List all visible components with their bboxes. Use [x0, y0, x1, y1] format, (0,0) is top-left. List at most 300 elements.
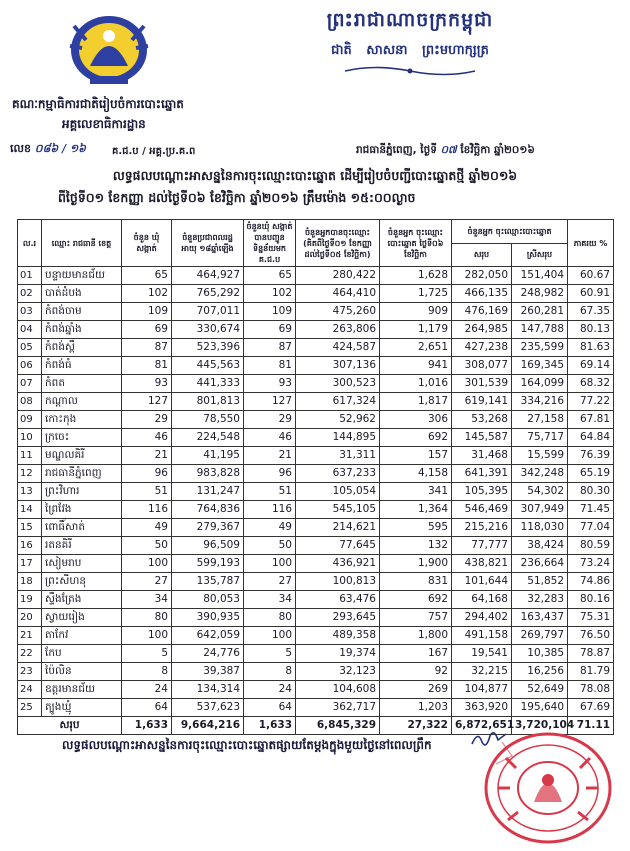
cell-no: 25 — [18, 699, 42, 717]
cell-registered-day-6: 595 — [380, 519, 452, 537]
cell-female: 269,797 — [512, 627, 568, 645]
cell-total: 466,135 — [452, 285, 512, 303]
cell-registered-to-5: 263,806 — [296, 321, 380, 339]
cell-reported: 96 — [244, 465, 296, 483]
cell-communes: 51 — [122, 483, 172, 501]
cell-reported: 24 — [244, 681, 296, 699]
cell-percent: 80.16 — [568, 591, 614, 609]
cell-communes: 34 — [122, 591, 172, 609]
cell-registered-to-5: 52,962 — [296, 411, 380, 429]
header-registered-to-5: ចំនួនអ្នកបានចុះឈ្មោះ (គិតពីថ្ងៃទី០១ ខែកញ្ញា ដល់ថ្ងៃទី០៥ ខែវិច្ឆិកា) — [296, 220, 380, 267]
cell-percent: 81.79 — [568, 663, 614, 681]
cell-female: 38,424 — [512, 537, 568, 555]
cell-eligible: 78,550 — [172, 411, 244, 429]
cell-eligible: 765,292 — [172, 285, 244, 303]
cell-registered-day-6: 1,628 — [380, 267, 452, 285]
cell-province: ព្រៃវែង — [42, 501, 122, 519]
cell-eligible: 801,813 — [172, 393, 244, 411]
cell-communes: 109 — [122, 303, 172, 321]
cell-eligible: 131,247 — [172, 483, 244, 501]
cell-registered-day-6: 1,203 — [380, 699, 452, 717]
cell-percent: 80.30 — [568, 483, 614, 501]
cell-no: 19 — [18, 591, 42, 609]
cell-province: ក្រចេះ — [42, 429, 122, 447]
cell-province: កំពត — [42, 375, 122, 393]
cell-province: តាកែវ — [42, 627, 122, 645]
cell-eligible: 445,563 — [172, 357, 244, 375]
cell-no: 09 — [18, 411, 42, 429]
table-row — [18, 285, 614, 303]
cell-communes: 100 — [122, 627, 172, 645]
cell-total: 619,141 — [452, 393, 512, 411]
cell-eligible: 330,674 — [172, 321, 244, 339]
cell-registered-day-6: 692 — [380, 429, 452, 447]
cell-registered-to-5: 637,233 — [296, 465, 380, 483]
cell-registered-to-5: 545,105 — [296, 501, 380, 519]
cell-reported: 109 — [244, 303, 296, 321]
cell-province: មណ្ឌលគិរី — [42, 447, 122, 465]
cell-eligible: 390,935 — [172, 609, 244, 627]
cell-total: 301,539 — [452, 375, 512, 393]
cell-registered-day-6: 132 — [380, 537, 452, 555]
cell-registered-day-6: 1,725 — [380, 285, 452, 303]
cell-total: 77,777 — [452, 537, 512, 555]
cell-eligible: 134,314 — [172, 681, 244, 699]
cell-province: កែប — [42, 645, 122, 663]
cell-female: 260,281 — [512, 303, 568, 321]
cell-communes: 50 — [122, 537, 172, 555]
table-row — [18, 537, 614, 555]
cell-total-communes: 1,633 — [122, 717, 172, 735]
cell-total: 104,877 — [452, 681, 512, 699]
cell-eligible: 96,509 — [172, 537, 244, 555]
cell-percent: 78.08 — [568, 681, 614, 699]
cell-total: 105,395 — [452, 483, 512, 501]
footnote: លទ្ធផលបណ្ដោះអាសន្ននៃការចុះឈ្មោះបោះឆ្នោតផ្សាយតែម្ដងក្នុងមួយថ្ងៃនៅពេលព្រឹក — [62, 738, 432, 752]
cell-registered-day-6: 692 — [380, 591, 452, 609]
cell-reported: 34 — [244, 591, 296, 609]
table-row — [18, 411, 614, 429]
header-province: ឈ្មោះ រាជធានី ខេត្ត — [42, 220, 122, 267]
reference-handwritten: ០៨៦ / ១៦ — [34, 142, 86, 155]
cell-percent: 81.63 — [568, 339, 614, 357]
cell-female: 195,640 — [512, 699, 568, 717]
cell-communes: 65 — [122, 267, 172, 285]
cell-registered-day-6: 1,364 — [380, 501, 452, 519]
cell-total-label: សរុប — [18, 717, 122, 735]
cell-reported: 81 — [244, 357, 296, 375]
cell-province: ប៉ៃលិន — [42, 663, 122, 681]
cell-total: 363,920 — [452, 699, 512, 717]
cell-reported: 93 — [244, 375, 296, 393]
cell-reported: 21 — [244, 447, 296, 465]
cell-registered-to-5: 300,523 — [296, 375, 380, 393]
cell-female: 235,599 — [512, 339, 568, 357]
cell-registered-day-6: 1,817 — [380, 393, 452, 411]
date-place: រាជធានីភ្នំពេញ, ថ្ងៃទី — [356, 144, 437, 156]
cell-communes: 5 — [122, 645, 172, 663]
cell-registered-day-6: 92 — [380, 663, 452, 681]
cell-female: 236,664 — [512, 555, 568, 573]
nec-emblem-logo — [60, 6, 158, 90]
cell-female: 164,099 — [512, 375, 568, 393]
cell-eligible: 642,059 — [172, 627, 244, 645]
cell-registered-day-6: 306 — [380, 411, 452, 429]
cell-female: 342,248 — [512, 465, 568, 483]
cell-total: 438,821 — [452, 555, 512, 573]
cell-communes: 81 — [122, 357, 172, 375]
cell-province: កំពង់ឆ្នាំង — [42, 321, 122, 339]
cell-registered-to-5: 280,422 — [296, 267, 380, 285]
cell-total: 282,050 — [452, 267, 512, 285]
cell-total-female: 3,720,104 — [512, 717, 568, 735]
cell-female: 334,216 — [512, 393, 568, 411]
cell-female: 10,385 — [512, 645, 568, 663]
cell-province: ឧត្ដរមានជ័យ — [42, 681, 122, 699]
cell-no: 14 — [18, 501, 42, 519]
cell-registered-to-5: 293,645 — [296, 609, 380, 627]
cell-reported: 80 — [244, 609, 296, 627]
cell-female: 147,788 — [512, 321, 568, 339]
header-communes: ចំនួន ឃុំ សង្កាត់ — [122, 220, 172, 267]
table-row — [18, 357, 614, 375]
header-female: ស្រីសរុប — [512, 243, 568, 267]
cell-no: 06 — [18, 357, 42, 375]
table-row — [18, 663, 614, 681]
cell-reported: 102 — [244, 285, 296, 303]
cell-female: 248,982 — [512, 285, 568, 303]
table-row — [18, 483, 614, 501]
cell-province: រតនគិរី — [42, 537, 122, 555]
cell-no: 08 — [18, 393, 42, 411]
cell-no: 24 — [18, 681, 42, 699]
cell-registered-to-5: 214,621 — [296, 519, 380, 537]
cell-female: 151,404 — [512, 267, 568, 285]
cell-percent: 71.45 — [568, 501, 614, 519]
cell-communes: 49 — [122, 519, 172, 537]
date-line — [356, 144, 535, 159]
date-month-year: ខែវិច្ឆិកា ឆ្នាំ២០១៦ — [460, 144, 535, 156]
cell-province: កំពង់ចាម — [42, 303, 122, 321]
cell-total: 31,468 — [452, 447, 512, 465]
cell-registered-to-5: 63,476 — [296, 591, 380, 609]
cell-female: 52,649 — [512, 681, 568, 699]
cell-total: 308,077 — [452, 357, 512, 375]
cell-registered-to-5: 19,374 — [296, 645, 380, 663]
table-row — [18, 681, 614, 699]
cell-communes: 116 — [122, 501, 172, 519]
cell-percent: 76.50 — [568, 627, 614, 645]
cell-province: រាជធានីភ្នំពេញ — [42, 465, 122, 483]
cell-registered-day-6: 269 — [380, 681, 452, 699]
cell-registered-to-5: 489,358 — [296, 627, 380, 645]
cell-percent: 80.13 — [568, 321, 614, 339]
kingdom-title: ព្រះរាជាណាចក្រកម្ពុជា — [326, 9, 494, 31]
cell-eligible: 41,195 — [172, 447, 244, 465]
cell-eligible: 764,836 — [172, 501, 244, 519]
cell-registered-to-5: 307,136 — [296, 357, 380, 375]
cell-eligible: 707,011 — [172, 303, 244, 321]
cell-communes: 127 — [122, 393, 172, 411]
cell-registered-to-5: 144,895 — [296, 429, 380, 447]
table-row — [18, 303, 614, 321]
cell-eligible: 599,193 — [172, 555, 244, 573]
cell-registered-to-5: 104,608 — [296, 681, 380, 699]
cell-total: 215,216 — [452, 519, 512, 537]
cell-no: 04 — [18, 321, 42, 339]
table-row — [18, 393, 614, 411]
cell-reported: 65 — [244, 267, 296, 285]
national-motto: ជាតិ សាសនា ព្រះមហាក្សត្រ — [331, 43, 489, 58]
cell-registered-to-5: 105,054 — [296, 483, 380, 501]
cell-female: 169,345 — [512, 357, 568, 375]
cell-province: ព្រះវិហារ — [42, 483, 122, 501]
cell-province: ត្បូងឃ្មុំ — [42, 699, 122, 717]
cell-percent: 67.81 — [568, 411, 614, 429]
table-row — [18, 627, 614, 645]
cell-percent: 60.67 — [568, 267, 614, 285]
cell-reported: 51 — [244, 483, 296, 501]
cell-registered-to-5: 362,717 — [296, 699, 380, 717]
cell-total: 19,541 — [452, 645, 512, 663]
cell-total-reg6: 27,322 — [380, 717, 452, 735]
cell-female: 51,852 — [512, 573, 568, 591]
cell-registered-day-6: 157 — [380, 447, 452, 465]
cell-province: កំពង់ធំ — [42, 357, 122, 375]
cell-communes: 96 — [122, 465, 172, 483]
reference-label: លេខ — [10, 142, 31, 155]
cell-no: 15 — [18, 519, 42, 537]
table-row — [18, 573, 614, 591]
cell-registered-day-6: 167 — [380, 645, 452, 663]
cell-communes: 87 — [122, 339, 172, 357]
header-registered-day-6: ចំនួនអ្នក ចុះឈ្មោះបោះឆ្នោត ថ្ងៃទី០៦ ខែវិច្ឆិកា — [380, 220, 452, 267]
cell-registered-to-5: 424,587 — [296, 339, 380, 357]
cell-female: 118,030 — [512, 519, 568, 537]
document-title: លទ្ធផលបណ្ដោះអាសន្ននៃការចុះឈ្មោះបោះឆ្នោត ដើម្បីរៀបចំបញ្ជីបោះឆ្នោតថ្មី ឆ្នាំ២០១៦ — [112, 168, 518, 183]
cell-province: កណ្ដាល — [42, 393, 122, 411]
cell-no: 20 — [18, 609, 42, 627]
cell-total: 145,587 — [452, 429, 512, 447]
cell-communes: 24 — [122, 681, 172, 699]
cell-reported: 8 — [244, 663, 296, 681]
cell-communes: 64 — [122, 699, 172, 717]
table-row — [18, 339, 614, 357]
cell-communes: 21 — [122, 447, 172, 465]
cell-eligible: 983,828 — [172, 465, 244, 483]
cell-reported: 27 — [244, 573, 296, 591]
cell-female: 307,949 — [512, 501, 568, 519]
cell-eligible: 523,396 — [172, 339, 244, 357]
table-body — [18, 267, 614, 735]
cell-province: សៀមរាប — [42, 555, 122, 573]
cell-total: 546,469 — [452, 501, 512, 519]
cell-no: 10 — [18, 429, 42, 447]
table-row — [18, 591, 614, 609]
cell-communes: 93 — [122, 375, 172, 393]
cell-communes: 80 — [122, 609, 172, 627]
cell-reported: 100 — [244, 627, 296, 645]
cell-female: 54,302 — [512, 483, 568, 501]
cell-no: 13 — [18, 483, 42, 501]
cell-percent: 74.86 — [568, 573, 614, 591]
cell-total: 641,391 — [452, 465, 512, 483]
cell-percent: 67.69 — [568, 699, 614, 717]
cell-no: 21 — [18, 627, 42, 645]
cell-registered-to-5: 475,260 — [296, 303, 380, 321]
cell-total: 491,158 — [452, 627, 512, 645]
cell-no: 01 — [18, 267, 42, 285]
cell-no: 11 — [18, 447, 42, 465]
cell-registered-to-5: 77,645 — [296, 537, 380, 555]
cell-eligible: 441,333 — [172, 375, 244, 393]
table-row — [18, 375, 614, 393]
cell-female: 27,158 — [512, 411, 568, 429]
cell-communes: 27 — [122, 573, 172, 591]
cell-total-eligible: 9,664,216 — [172, 717, 244, 735]
cell-reported: 64 — [244, 699, 296, 717]
cell-female: 75,717 — [512, 429, 568, 447]
cell-reported: 29 — [244, 411, 296, 429]
cell-reported: 46 — [244, 429, 296, 447]
cell-communes: 102 — [122, 285, 172, 303]
cell-total: 64,168 — [452, 591, 512, 609]
cell-communes: 29 — [122, 411, 172, 429]
cell-total: 427,238 — [452, 339, 512, 357]
cell-registered-day-6: 1,900 — [380, 555, 452, 573]
cell-percent: 65.19 — [568, 465, 614, 483]
header-communes-reported: ចំនួនឃុំ សង្កាត់ បានបញ្ជូនទិន្នន័យមក គ.ជ.ប — [244, 220, 296, 267]
cell-total-reported: 1,633 — [244, 717, 296, 735]
cell-eligible: 24,776 — [172, 645, 244, 663]
registration-table — [17, 219, 614, 735]
cell-total: 53,268 — [452, 411, 512, 429]
cell-percent: 75.31 — [568, 609, 614, 627]
cell-registered-day-6: 909 — [380, 303, 452, 321]
cell-percent: 77.04 — [568, 519, 614, 537]
reference-code: គ.ជ.ប / អគ្គ.ប្រ.គ.ព — [112, 146, 196, 157]
cell-registered-day-6: 1,179 — [380, 321, 452, 339]
cell-reported: 49 — [244, 519, 296, 537]
cell-communes: 100 — [122, 555, 172, 573]
cell-province: បន្ទាយមានជ័យ — [42, 267, 122, 285]
cell-eligible: 464,927 — [172, 267, 244, 285]
cell-total-total: 6,872,651 — [452, 717, 512, 735]
cell-province: បាត់ដំបង — [42, 285, 122, 303]
cell-female: 16,256 — [512, 663, 568, 681]
cell-no: 18 — [18, 573, 42, 591]
cell-registered-day-6: 341 — [380, 483, 452, 501]
header-eligible: ចំនួនប្រជាពលរដ្ឋ អាយុ ១៨ឆ្នាំឡើង — [172, 220, 244, 267]
cell-total: 32,215 — [452, 663, 512, 681]
cell-eligible: 39,387 — [172, 663, 244, 681]
cell-total: 476,169 — [452, 303, 512, 321]
cell-registered-to-5: 436,921 — [296, 555, 380, 573]
cell-province: ពោធិ៍សាត់ — [42, 519, 122, 537]
cell-registered-to-5: 617,324 — [296, 393, 380, 411]
document-subtitle: ពីថ្ងៃទី០១ ខែកញ្ញា ដល់ថ្ងៃទី០៦ ខែវិច្ឆិកា ឆ្នាំ២០១៦ ត្រឹមម៉ោង ១៥:០០ល្ងាច — [58, 190, 416, 205]
header-total: សរុប — [452, 243, 512, 267]
table-row — [18, 555, 614, 573]
cell-no: 12 — [18, 465, 42, 483]
cell-registered-day-6: 831 — [380, 573, 452, 591]
department-name: អគ្គលេខាធិការដ្ឋាន — [62, 117, 146, 131]
cell-female: 15,599 — [512, 447, 568, 465]
cell-reported: 69 — [244, 321, 296, 339]
cell-registered-to-5: 32,123 — [296, 663, 380, 681]
header-percent: ភាគរយ % — [568, 220, 614, 267]
cell-female: 32,283 — [512, 591, 568, 609]
cell-eligible: 537,623 — [172, 699, 244, 717]
official-seal-stamp — [476, 728, 616, 846]
cell-eligible: 80,053 — [172, 591, 244, 609]
cell-no: 07 — [18, 375, 42, 393]
cell-percent: 60.91 — [568, 285, 614, 303]
cell-registered-day-6: 2,651 — [380, 339, 452, 357]
table-row — [18, 447, 614, 465]
cell-reported: 100 — [244, 555, 296, 573]
table-row — [18, 321, 614, 339]
header-no: ល.រ — [18, 220, 42, 267]
cell-communes: 69 — [122, 321, 172, 339]
cell-female: 163,437 — [512, 609, 568, 627]
cell-no: 23 — [18, 663, 42, 681]
cell-registered-to-5: 464,410 — [296, 285, 380, 303]
cell-province: កោះកុង — [42, 411, 122, 429]
table-row — [18, 465, 614, 483]
cell-registered-day-6: 4,158 — [380, 465, 452, 483]
cell-percent: 73.24 — [568, 555, 614, 573]
cell-eligible: 279,367 — [172, 519, 244, 537]
table-row — [18, 519, 614, 537]
cell-percent: 80.59 — [568, 537, 614, 555]
cell-no: 05 — [18, 339, 42, 357]
cell-percent: 68.32 — [568, 375, 614, 393]
cell-reported: 116 — [244, 501, 296, 519]
cell-registered-day-6: 941 — [380, 357, 452, 375]
cell-percent: 77.22 — [568, 393, 614, 411]
cell-total: 101,644 — [452, 573, 512, 591]
organization-name: គណៈកម្មាធិការជាតិរៀបចំការបោះឆ្នោត — [12, 97, 184, 111]
table-row — [18, 645, 614, 663]
cell-reported: 127 — [244, 393, 296, 411]
date-day-handwritten: ០៧ — [440, 144, 457, 156]
cell-no: 03 — [18, 303, 42, 321]
cell-eligible: 135,787 — [172, 573, 244, 591]
cell-percent: 64.84 — [568, 429, 614, 447]
reference-number — [10, 142, 86, 158]
cell-eligible: 224,548 — [172, 429, 244, 447]
cell-province: ព្រះសីហនុ — [42, 573, 122, 591]
cell-no: 17 — [18, 555, 42, 573]
cell-total: 264,985 — [452, 321, 512, 339]
cell-total: 294,402 — [452, 609, 512, 627]
cell-province: ស្ទឹងត្រែង — [42, 591, 122, 609]
table-row — [18, 609, 614, 627]
cell-total-reg5: 6,845,329 — [296, 717, 380, 735]
cell-no: 22 — [18, 645, 42, 663]
table-row — [18, 267, 614, 285]
table-row — [18, 699, 614, 717]
cell-reported: 50 — [244, 537, 296, 555]
cell-province: កំពង់ស្ពឺ — [42, 339, 122, 357]
cell-registered-to-5: 100,813 — [296, 573, 380, 591]
cell-no: 16 — [18, 537, 42, 555]
table-row — [18, 501, 614, 519]
cell-total-pct: 71.11 — [568, 717, 614, 735]
cell-reported: 87 — [244, 339, 296, 357]
cell-percent: 78.87 — [568, 645, 614, 663]
